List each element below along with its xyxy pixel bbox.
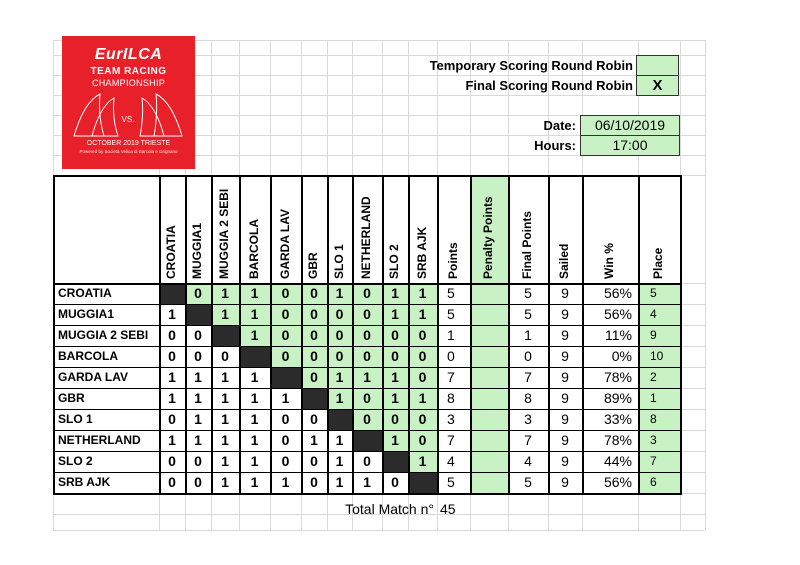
logo-title: EurILCA bbox=[94, 46, 163, 63]
match-result-cell: 1 bbox=[168, 432, 176, 448]
match-result-cell: 1 bbox=[221, 474, 229, 490]
match-result-cell: 1 bbox=[250, 474, 259, 490]
win-percent-cell: 11% bbox=[605, 327, 632, 343]
match-result-cell: 0 bbox=[281, 453, 290, 469]
logo-sponsor: Powered by Società Velica di Barcola e Grignano bbox=[79, 149, 178, 154]
match-result-cell: 1 bbox=[168, 390, 176, 406]
match-result-cell: 1 bbox=[310, 432, 318, 448]
win-percent-cell: 44% bbox=[603, 453, 632, 469]
match-result-cell: 0 bbox=[281, 348, 290, 364]
table-border-vertical bbox=[437, 175, 439, 493]
match-result-cell: 0 bbox=[363, 348, 371, 364]
match-result-cell: 0 bbox=[335, 306, 344, 322]
match-result-cell: 0 bbox=[310, 453, 318, 469]
final-points-cell: 0 bbox=[524, 348, 532, 364]
final-points-cell: 3 bbox=[524, 411, 532, 427]
sailed-cell: 9 bbox=[561, 369, 569, 385]
table-border-vertical bbox=[680, 175, 682, 493]
match-result-cell: 0 bbox=[168, 348, 176, 364]
match-result-cell: 1 bbox=[250, 390, 259, 406]
match-result-cell: 1 bbox=[418, 285, 427, 301]
match-result-cell: 1 bbox=[221, 411, 229, 427]
final-points-cell: 7 bbox=[524, 369, 532, 385]
penalty-cell bbox=[470, 346, 508, 366]
points-cell: 3 bbox=[447, 411, 455, 427]
sails-graphic bbox=[70, 92, 187, 138]
total-match-label: Total Match n° bbox=[345, 501, 434, 517]
points-cell: 8 bbox=[447, 390, 455, 406]
table-border-vertical bbox=[53, 175, 55, 493]
match-result-cell: 0 bbox=[363, 390, 371, 406]
match-result-cell: 0 bbox=[221, 348, 229, 364]
points-cell: 5 bbox=[447, 285, 455, 301]
match-result-cell: 1 bbox=[168, 369, 176, 385]
win-percent-cell: 56% bbox=[603, 474, 632, 490]
match-result-cell: 0 bbox=[418, 411, 427, 427]
match-result-cell: 0 bbox=[281, 285, 290, 301]
column-header: Points bbox=[445, 242, 460, 279]
column-header: SLO 2 bbox=[387, 244, 401, 279]
match-result-cell: 0 bbox=[310, 306, 318, 322]
match-result-cell: 1 bbox=[335, 453, 344, 469]
column-header: SLO 1 bbox=[331, 244, 346, 279]
match-result-cell: 0 bbox=[310, 411, 318, 427]
match-result-cell: 0 bbox=[168, 453, 176, 469]
place-cell: 3 bbox=[650, 433, 657, 447]
final-points-cell: 5 bbox=[524, 306, 532, 322]
match-result-cell: 1 bbox=[194, 411, 202, 427]
diagonal-cell bbox=[212, 326, 239, 346]
match-result-cell: 0 bbox=[418, 348, 427, 364]
win-percent-cell: 33% bbox=[603, 411, 632, 427]
points-cell: 7 bbox=[447, 369, 455, 385]
match-result-cell: 1 bbox=[418, 306, 427, 322]
column-header: Sailed bbox=[557, 243, 571, 279]
match-result-cell: 1 bbox=[335, 474, 344, 490]
row-team-name: GARDA LAV bbox=[58, 370, 128, 384]
place-cell: 10 bbox=[650, 349, 664, 363]
match-result-cell: 1 bbox=[250, 285, 259, 301]
sailed-cell: 9 bbox=[561, 390, 569, 406]
match-result-cell: 0 bbox=[363, 411, 371, 427]
match-result-cell: 0 bbox=[194, 327, 202, 343]
table-border-vertical bbox=[638, 175, 640, 493]
match-result-cell: 1 bbox=[335, 285, 344, 301]
place-cell: 6 bbox=[650, 475, 657, 489]
penalty-cell bbox=[470, 367, 508, 387]
match-result-cell: 0 bbox=[363, 453, 371, 469]
match-result-cell: 1 bbox=[194, 432, 202, 448]
column-header: NETHERLAND bbox=[359, 196, 373, 279]
diagonal-cell bbox=[353, 431, 382, 451]
final-points-cell: 5 bbox=[524, 285, 532, 301]
match-result-cell: 0 bbox=[281, 327, 290, 343]
points-cell: 5 bbox=[447, 474, 455, 490]
win-percent-cell: 56% bbox=[603, 285, 632, 301]
penalty-cell bbox=[470, 451, 508, 471]
match-result-cell: 0 bbox=[310, 327, 318, 343]
points-cell: 0 bbox=[447, 348, 455, 364]
match-result-cell: 0 bbox=[363, 327, 371, 343]
match-result-cell: 1 bbox=[335, 369, 344, 385]
sailed-cell: 9 bbox=[561, 306, 569, 322]
match-result-cell: 0 bbox=[310, 369, 318, 385]
place-cell: 2 bbox=[650, 370, 657, 384]
diagonal-cell bbox=[409, 473, 437, 493]
match-result-cell: 1 bbox=[250, 411, 259, 427]
match-result-cell: 0 bbox=[310, 285, 318, 301]
penalty-cell bbox=[470, 283, 508, 303]
row-team-name: MUGGIA 2 SEBI bbox=[58, 328, 149, 342]
match-result-cell: 1 bbox=[250, 327, 259, 343]
win-percent-cell: 89% bbox=[603, 390, 632, 406]
row-team-name: NETHERLAND bbox=[58, 433, 141, 447]
match-result-cell: 1 bbox=[168, 306, 176, 322]
match-result-cell: 1 bbox=[221, 432, 229, 448]
logo-date-location: OCTOBER 2019 TRIESTE bbox=[86, 140, 171, 147]
column-header: SRB AJK bbox=[414, 226, 429, 279]
row-team-name: BARCOLA bbox=[58, 349, 118, 363]
penalty-cell bbox=[470, 409, 508, 429]
row-team-name: SLO 2 bbox=[58, 454, 93, 468]
match-result-cell: 1 bbox=[250, 369, 259, 385]
row-team-name: SLO 1 bbox=[58, 412, 93, 426]
match-result-cell: 1 bbox=[335, 390, 344, 406]
place-cell: 7 bbox=[650, 454, 657, 468]
match-result-cell: 0 bbox=[168, 411, 176, 427]
sailed-cell: 9 bbox=[561, 432, 569, 448]
row-team-name: MUGGIA1 bbox=[58, 307, 115, 321]
total-match-value: 45 bbox=[440, 501, 456, 517]
penalty-cell bbox=[470, 388, 508, 408]
match-result-cell: 0 bbox=[168, 474, 176, 490]
column-header: CROATIA bbox=[164, 225, 178, 279]
match-result-cell: 1 bbox=[391, 306, 399, 322]
points-cell: 7 bbox=[447, 432, 455, 448]
row-team-name: SRB AJK bbox=[58, 475, 111, 489]
final-points-cell: 4 bbox=[524, 453, 532, 469]
match-result-cell: 1 bbox=[363, 369, 371, 385]
column-header: MUGGIA 2 SEBI bbox=[217, 188, 231, 279]
diagonal-cell bbox=[328, 410, 352, 430]
place-cell: 4 bbox=[650, 307, 657, 321]
diagonal-cell bbox=[383, 452, 408, 472]
hours-value: 17:00 bbox=[580, 135, 680, 156]
match-result-cell: 1 bbox=[194, 369, 202, 385]
column-header: Final Points bbox=[520, 210, 534, 279]
temporary-scoring-box bbox=[636, 55, 679, 76]
sailed-cell: 9 bbox=[561, 474, 569, 490]
match-result-cell: 0 bbox=[168, 327, 176, 343]
final-scoring-label: Final Scoring Round Robin bbox=[465, 78, 633, 93]
logo-subtitle: TEAM RACING bbox=[90, 66, 167, 77]
match-result-cell: 0 bbox=[391, 348, 399, 364]
points-cell: 1 bbox=[447, 327, 455, 343]
match-result-cell: 1 bbox=[250, 306, 259, 322]
match-result-cell: 0 bbox=[194, 285, 202, 301]
column-header: Win % bbox=[602, 243, 616, 279]
match-result-cell: 0 bbox=[281, 432, 290, 448]
match-result-cell: 1 bbox=[281, 390, 290, 406]
sailed-cell: 9 bbox=[561, 348, 569, 364]
final-points-cell: 7 bbox=[524, 432, 532, 448]
place-cell: 1 bbox=[650, 391, 657, 405]
sailed-cell: 9 bbox=[561, 285, 569, 301]
diagonal-cell bbox=[271, 368, 301, 388]
column-header: MUGGIA1 bbox=[190, 222, 204, 279]
match-result-cell: 0 bbox=[194, 474, 202, 490]
temporary-scoring-label: Temporary Scoring Round Robin bbox=[429, 58, 633, 73]
penalty-cell bbox=[470, 430, 508, 450]
sailed-cell: 9 bbox=[561, 411, 569, 427]
match-result-cell: 1 bbox=[335, 432, 344, 448]
match-result-cell: 0 bbox=[363, 285, 371, 301]
hours-label: Hours: bbox=[534, 138, 576, 153]
penalty-cell bbox=[470, 304, 508, 324]
match-result-cell: 0 bbox=[391, 474, 399, 490]
diagonal-cell bbox=[186, 305, 211, 325]
date-label: Date: bbox=[543, 118, 576, 133]
match-result-cell: 0 bbox=[310, 474, 318, 490]
match-result-cell: 0 bbox=[391, 327, 399, 343]
match-result-cell: 0 bbox=[281, 411, 290, 427]
match-result-cell: 0 bbox=[281, 306, 290, 322]
grid-line-vertical bbox=[705, 40, 706, 530]
column-header: Place bbox=[651, 247, 665, 279]
match-result-cell: 1 bbox=[221, 390, 229, 406]
place-cell: 9 bbox=[650, 328, 657, 342]
match-result-cell: 0 bbox=[418, 432, 427, 448]
column-header: BARCOLA bbox=[246, 219, 261, 279]
sail-vs-text: VS. bbox=[121, 115, 135, 124]
event-logo bbox=[62, 36, 195, 169]
diagonal-cell bbox=[240, 347, 270, 367]
sailed-cell: 9 bbox=[561, 453, 569, 469]
final-points-cell: 5 bbox=[524, 474, 532, 490]
column-header: GARDA LAV bbox=[277, 209, 292, 279]
sailed-cell: 9 bbox=[561, 327, 569, 343]
match-result-cell: 1 bbox=[391, 369, 399, 385]
win-percent-cell: 78% bbox=[603, 432, 632, 448]
match-result-cell: 0 bbox=[391, 411, 399, 427]
match-result-cell: 1 bbox=[221, 306, 229, 322]
match-result-cell: 1 bbox=[194, 390, 202, 406]
row-team-name: GBR bbox=[58, 391, 85, 405]
diagonal-cell bbox=[302, 389, 327, 409]
table-border-top bbox=[53, 175, 682, 177]
match-result-cell: 1 bbox=[418, 390, 427, 406]
win-percent-cell: 56% bbox=[603, 306, 632, 322]
match-result-cell: 0 bbox=[335, 348, 344, 364]
match-result-cell: 1 bbox=[391, 285, 399, 301]
table-border-horizontal bbox=[53, 493, 682, 495]
match-result-cell: 1 bbox=[391, 390, 399, 406]
row-team-name: CROATIA bbox=[58, 286, 112, 300]
date-value: 06/10/2019 bbox=[580, 115, 680, 136]
match-result-cell: 0 bbox=[363, 306, 371, 322]
grid-line-horizontal bbox=[53, 530, 705, 531]
column-header: GBR bbox=[306, 252, 320, 279]
match-result-cell: 0 bbox=[418, 327, 427, 343]
points-cell: 5 bbox=[447, 306, 455, 322]
place-cell: 8 bbox=[650, 412, 657, 426]
win-percent-cell: 0% bbox=[611, 348, 632, 364]
match-result-cell: 0 bbox=[310, 348, 318, 364]
match-result-cell: 1 bbox=[250, 453, 259, 469]
match-result-cell: 0 bbox=[194, 453, 202, 469]
match-result-cell: 0 bbox=[335, 327, 344, 343]
penalty-cell bbox=[470, 472, 508, 492]
points-cell: 4 bbox=[447, 453, 455, 469]
match-result-cell: 1 bbox=[221, 285, 229, 301]
win-percent-cell: 78% bbox=[603, 369, 632, 385]
column-header: Penalty Points bbox=[481, 196, 495, 279]
diagonal-cell bbox=[160, 284, 185, 304]
match-result-cell: 0 bbox=[194, 348, 202, 364]
place-cell: 5 bbox=[650, 286, 657, 300]
match-result-cell: 1 bbox=[221, 453, 229, 469]
final-points-cell: 1 bbox=[524, 327, 532, 343]
match-result-cell: 1 bbox=[250, 432, 259, 448]
match-result-cell: 1 bbox=[281, 474, 290, 490]
match-result-cell: 1 bbox=[221, 369, 229, 385]
match-result-cell: 1 bbox=[363, 474, 371, 490]
logo-subtitle-2: CHAMPIONSHIP bbox=[91, 78, 166, 88]
penalty-cell bbox=[470, 325, 508, 345]
match-result-cell: 1 bbox=[418, 453, 427, 469]
match-result-cell: 1 bbox=[391, 432, 399, 448]
final-scoring-box: X bbox=[636, 75, 679, 96]
final-points-cell: 8 bbox=[524, 390, 532, 406]
match-result-cell: 0 bbox=[418, 369, 427, 385]
